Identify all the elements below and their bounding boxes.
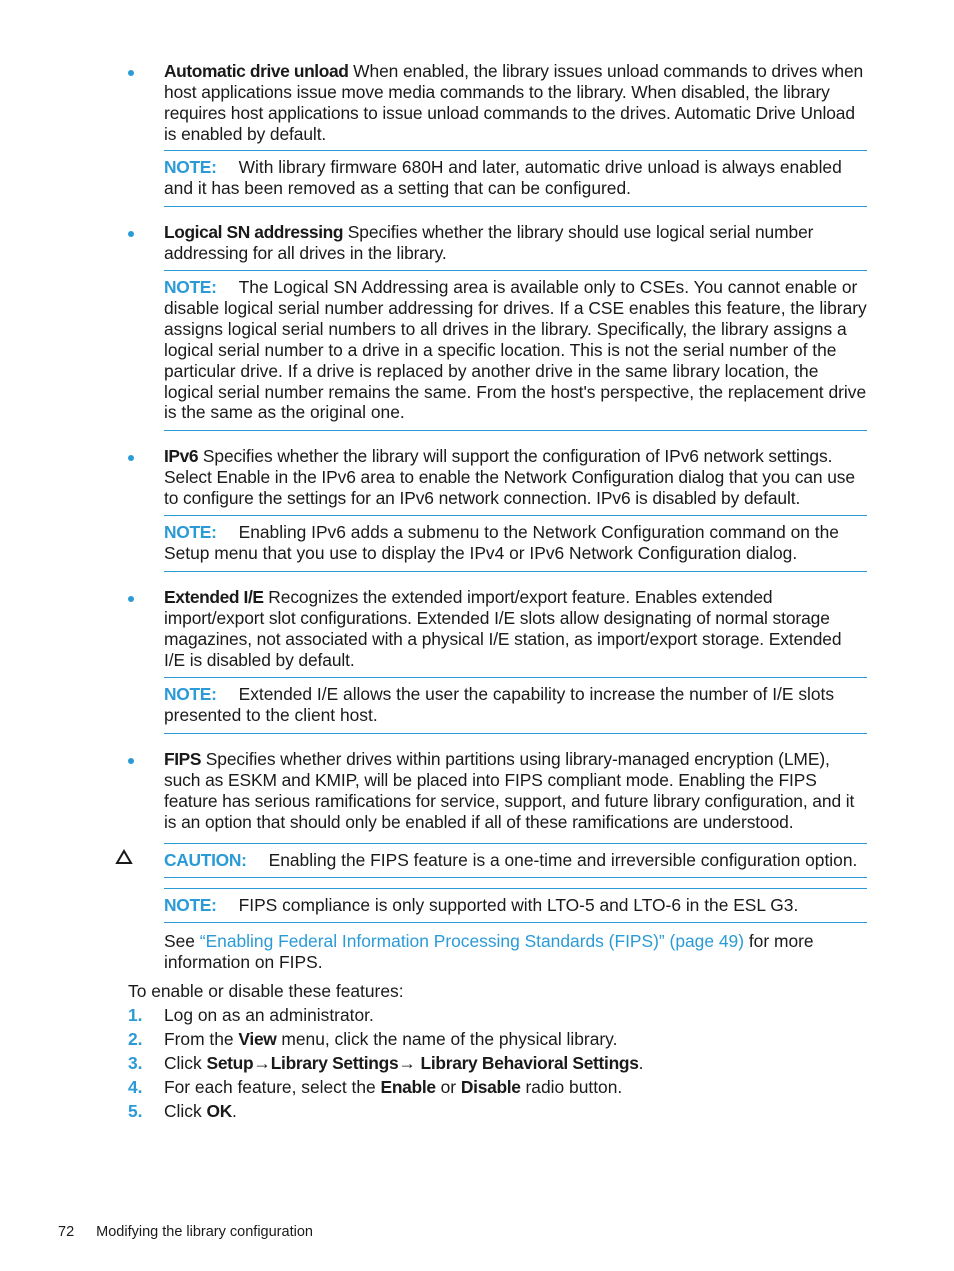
note-box [164,270,867,431]
step-ui-term: View [238,1029,277,1049]
note-text: Enabling IPv6 adds a submenu to the Network Configuration command on the Setup menu that you use to display the IPv4 or IPv6 Network Configuration dialog. [164,522,839,563]
page-number: 72 [58,1224,75,1240]
feature-term: FIPS [164,749,202,769]
step-text: Click [164,1053,207,1073]
caution-text: Enabling the FIPS feature is a one-time and irreversible configuration option. [268,850,858,870]
step-ui-term: Library Behavioral Settings [420,1053,639,1073]
step-number: 2. [128,1029,143,1049]
feature-term: Automatic drive unload [164,61,349,81]
feature-description: Recognizes the extended import/export feature. Enables extended import/export slot configurations. Extended I/E slots allow designating of normal storage magazines, not associated with a physical I/E station, as import/export storage. Extended I/E is disabled by default. [164,587,842,670]
step-number: 4. [128,1077,143,1097]
feature-description: Specifies whether the library will support the configuration of IPv6 network settings. Select Enable in the IPv6 area to enable the Network Configuration dialog that you can use to configure the settings for an IPv6 network connection. IPv6 is disabled by default. [164,446,855,508]
feature-description: Specifies whether the library should use logical serial number addressing for all drives in the library. [164,222,814,263]
step-text: . [232,1101,237,1121]
feature-ipv6 [164,446,867,509]
feature-term: Logical SN addressing [164,222,344,242]
step-number: 3. [128,1053,143,1073]
page-footer [58,1222,313,1242]
procedure-intro: To enable or disable these features: [128,981,404,1001]
step-ui-term: Setup [206,1053,254,1073]
step-ui-term: Disable [460,1077,521,1097]
procedure-step [128,1027,868,1051]
note-box [164,150,867,207]
see-prefix: See [164,931,200,951]
feature-description: When enabled, the library issues unload commands to drives when host applications issue move media commands to the library. When disabled, the library requires host applications to issue unload commands to the drives. Automatic Drive Unload is enabled by default. [164,61,864,144]
footer-section-title: Modifying the library configuration [96,1224,313,1240]
step-text: From the [164,1029,239,1049]
feature-fips [164,749,867,833]
step-text: → [253,1053,271,1073]
step-number: 5. [128,1101,143,1121]
caution-label: CAUTION: [164,850,247,870]
caution-box [164,843,867,878]
caution-triangle-icon [114,848,134,866]
bullet-icon [126,752,136,762]
step-text: . [638,1053,644,1073]
bullet-icon [126,64,136,74]
bullet-icon [126,449,136,459]
step-number: 1. [128,1005,143,1025]
note-text: The Logical SN Addressing area is available only to CSEs. You cannot enable or disable logical serial number addressing for drives. If a CSE enables this feature, the library assigns logical serial numbers to all drives in the library. Specifically, the library assigns a logical serial number to a drive in a specific location. This is not the serial number of the particular drive. If a drive is replaced by another drive in the same library location, the logical serial number remains the same. From the host's perspective, the replacement drive is the same as the original one. [164,277,867,423]
procedure-step [128,1075,868,1099]
note-box [164,677,867,734]
step-ui-term: OK [206,1101,233,1121]
note-label: NOTE: [164,157,217,177]
note-label: NOTE: [164,684,217,704]
step-text: Log on as an administrator. [164,1005,374,1025]
feature-description: Specifies whether drives within partitions using library-managed encryption (LME), such as ESKM and KMIP, will be placed into FIPS compliant mode. Enabling the FIPS feature has serious ramifications for service, support, and future library configuration, and it is an option that should only be enabled if all of these ramifications are understood. [164,749,855,832]
bullet-icon [126,225,136,235]
note-text: Extended I/E allows the user the capability to increase the number of I/E slots presented to the client host. [164,684,835,725]
see-reference [164,931,867,973]
note-box [164,888,867,923]
bullet-icon [126,590,136,600]
feature-term: IPv6 [164,446,199,466]
step-text: For each feature, select the [164,1077,381,1097]
step-text: radio button. [520,1077,623,1097]
step-text: → [398,1053,421,1073]
fips-section-link[interactable]: “Enabling Federal Information Processing Standards (FIPS)” (page 49) [199,931,744,951]
step-text: or [435,1077,461,1097]
procedure-step [128,1051,868,1075]
procedure-step [128,1099,868,1123]
feature-logical-sn-addressing [164,222,867,264]
step-text: Click [164,1101,207,1121]
feature-automatic-drive-unload [164,61,867,145]
step-ui-term: Enable [380,1077,436,1097]
procedure-steps [128,1003,868,1123]
note-box [164,515,867,572]
procedure-step [128,1003,868,1027]
note-label: NOTE: [164,895,217,915]
note-text: FIPS compliance is only supported with LTO-5 and LTO-6 in the ESL G3. [238,895,799,915]
step-ui-term: Library Settings [270,1053,399,1073]
feature-term: Extended I/E [164,587,264,607]
see-suffix: for more information on FIPS. [164,931,814,972]
note-label: NOTE: [164,522,217,542]
note-label: NOTE: [164,277,217,297]
feature-extended-ie [164,587,867,671]
note-text: With library firmware 680H and later, automatic drive unload is always enabled and it has been removed as a setting that can be configured. [164,157,842,198]
step-text: menu, click the name of the physical library. [276,1029,618,1049]
